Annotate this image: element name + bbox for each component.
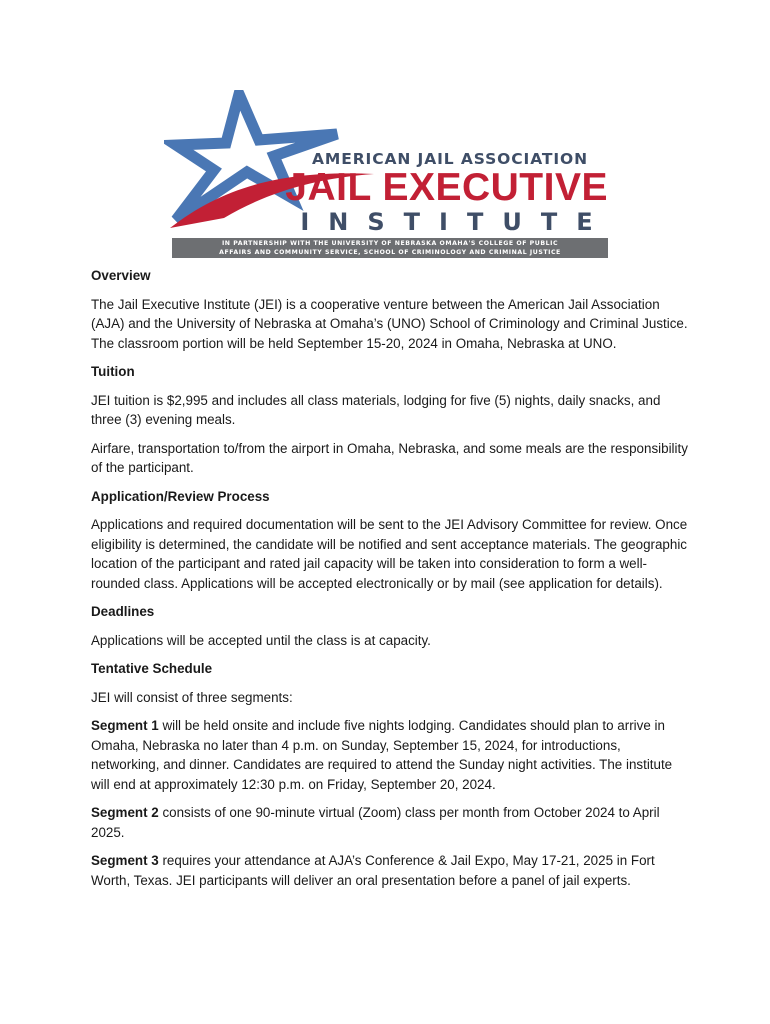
deadlines-heading: Deadlines	[91, 604, 155, 619]
banner-line-2: AFFAIRS AND COMMUNITY SERVICE, SCHOOL OF CRIMINOLOGY AND CRIMINAL JUSTICE	[219, 248, 561, 256]
logo-institute: INSTITUTE	[300, 208, 612, 236]
logo-partnership-banner	[172, 238, 608, 258]
tuition-heading: Tuition	[91, 364, 135, 379]
tuition-paragraph: JEI tuition is $2,995 and includes all class materials, lodging for five (5) nights, daily snacks, and three (3) evening meals.	[91, 392, 661, 427]
overview-paragraph: The Jail Executive Institute (JEI) is a cooperative venture between the American Jail Association (AJA) and the University of Nebraska at Omaha’s (UNO) School of Criminology and Criminal Justice. The classroom portion will be held September 15-20, 2024 in Omaha, Nebraska at UNO.	[91, 296, 688, 351]
responsibility-paragraph: Airfare, transportation to/from the airport in Omaha, Nebraska, and some meals are the responsibility of the participant.	[91, 440, 688, 475]
schedule-heading: Tentative Schedule	[91, 661, 213, 676]
segment-3-label: Segment 3	[91, 853, 159, 868]
segment-3-text: requires your attendance at AJA’s Conference & Jail Expo, May 17-21, 2025 in Fort Worth, Texas. JEI participants will deliver an oral presentation before a panel of jail experts.	[91, 853, 655, 888]
deadlines-paragraph: Applications will be accepted until the class is at capacity.	[91, 632, 431, 648]
segment-2-paragraph	[91, 803, 691, 842]
segment-3-paragraph	[91, 851, 691, 890]
segment-2-label: Segment 2	[91, 805, 159, 820]
logo-jail-executive: JAIL EXECUTIVE	[285, 166, 608, 209]
segment-1-text: will be held onsite and include five nights lodging. Candidates should plan to arrive in Omaha, Nebraska no later than 4 p.m. on Sunday, September 15, 2024, for introductions, networking, and dinner. Candidates are required to attend the Sunday night activities. The institute will end at approximately 12:30 p.m. on Friday, September 20, 2024.	[91, 718, 673, 792]
segment-1-label: Segment 1	[91, 718, 159, 733]
segment-1-paragraph	[91, 716, 691, 794]
segment-2-text: consists of one 90-minute virtual (Zoom) class per month from October 2024 to April 2025.	[91, 805, 660, 840]
logo-association-name: AMERICAN JAIL ASSOCIATION	[312, 150, 588, 168]
application-heading: Application/Review Process	[91, 488, 270, 504]
banner-line-1: IN PARTNERSHIP WITH THE UNIVERSITY OF NEBRASKA OMAHA'S COLLEGE OF PUBLIC	[221, 240, 559, 247]
jei-logo	[164, 90, 612, 260]
application-paragraph: Applications and required documentation will be sent to the JEI Advisory Committee for review. Once eligibility is determined, the candidate will be notified and sent acceptance materials. The geographic location of the participant and rated jail capacity will be taken into consideration to form a well-rounded class. Applications will be accepted electronically or by mail (see application for details).	[91, 517, 688, 591]
document-body	[91, 266, 691, 890]
overview-heading: Overview	[91, 268, 151, 283]
schedule-intro: JEI will consist of three segments:	[91, 689, 293, 705]
